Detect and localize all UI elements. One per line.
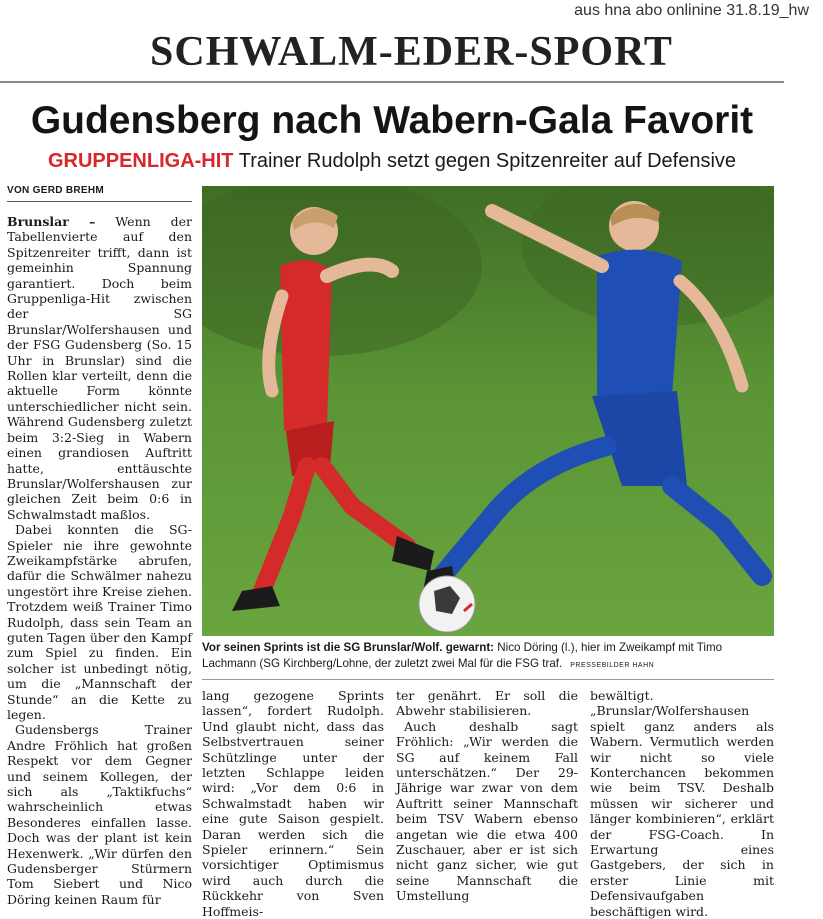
caption-lead: Vor seinen Sprints ist die SG Brunslar/Wolf. gewarnt: [202,641,495,654]
byline-divider [7,201,192,202]
article-column-3 [396,688,578,904]
paragraph: bewältigt. „Brunslar/Wolfershausen spielt ganz anders als Wabern. Vermutlich werden wir nicht so viele Konterchancen bekommen wie beim TSV. Deshalb müssen wir sicherer und länger kombinieren“, erklärt der FSG-Coach. In Erwartung eines Gastgebers, der sich in erster Linie mit Defensivaufgaben beschäftigen wird. [590,688,774,919]
paragraph [7,214,192,522]
paragraph: Gudensbergs Trainer Andre Fröhlich hat großen Respekt vor dem Gegner und seinem Kollegen, der sich als „Taktikfuchs“ wahrscheinlich etwas Besonderes einfallen lasse. Doch was der plant ist kein Hexenwerk. „Wir dürfen den Gudensberger Stürmern Tom Siebert und Nico Döring keinen Raum für [7,722,192,907]
paragraph: Dabei konnten die SG-Spieler nie ihre gewohnte Zweikampfstärke abrufen, dafür die Schwälmer nahezu ungestört ihre Kreise ziehen. Trotzdem weiß Trainer Timo Rudolph, dass sein Team an guten Tagen über den Kampf zum Spiel zu finden. Ein solcher ist unbedingt nötig, um die „Mannschaft der Stunde“ an die Kette zu legen. [7,522,192,722]
article-column-4 [590,688,774,919]
match-photo [202,186,774,636]
photo-caption [202,640,774,673]
football-scene-image [202,186,774,636]
caption-divider [202,679,774,680]
paragraph: lang gezogene Sprints lassen“, fordert Rudolph. Und glaubt nicht, dass das Selbstvertrauen seiner Schützlinge unter der letzten Schlappe leiden wird: „Vor dem 0:6 in Schwalmstadt haben wir eine gute Saison gespielt. Daran werden sich die Spieler erinnern.“ Sein vorsichtiger Optimismus wird auch durch die Rückkehr von Sven Hoffmeis- [202,688,384,919]
paragraph: Auch deshalb sagt Fröhlich: „Wir werden die SG auf keinem Fall unterschätzen.“ Der 29-Jährige war zwar von dem Auftritt seiner Mannschaft beim TSV Wabern ebenso angetan wie die etwa 400 Zuschauer, aber er ist sich nicht ganz sicher, wie gut seine Mannschaft die Umstellung [396,718,578,904]
section-divider [0,81,784,83]
caption-text: Nico Döring (l.), hier im Zweikampf mit Timo Lachmann (SG Kirchberg/Lohne, der zuletzt zwei Mal für die FSG traf. [202,641,723,670]
byline: VON GERD BREHM [7,185,104,196]
section-title: SCHWALM-EDER-SPORT [150,29,673,75]
article-column-1 [7,214,192,907]
kicker: GRUPPENLIGA-HIT [47,150,234,172]
photo-credit: PRESSEBILDER HAHN [570,661,655,669]
paragraph: ter genährt. Er soll die Abwehr stabilisieren. [396,688,578,719]
paragraph-text: Wenn der Tabellenvierte auf den Spitzenreiter trifft, dann ist gemeinhin Spannung garantiert. Doch beim Gruppenliga-Hit zwischen der SG Brunslar/Wolfershausen und der FSG Gudensberg (So. 15 Uhr in Brunslar) sind die Rollen klar verteilt, denn die aktuelle Form könnte unterschiedlicher nicht sein. Während Gudensberg zuletzt beim 3:2-Sieg in Wabern einen grandiosen Auftritt hatte, enttäuschte Brunslar/Wolfershausen zur gleichen Zeit beim 0:6 in Schwalmstadt maßlos. [7,214,192,522]
dateline: Brunslar – [7,214,96,229]
article-column-2 [202,688,384,919]
headline: Gudensberg nach Wabern-Gala Favorit [30,99,754,142]
subheadline-text: Trainer Rudolph setzt gegen Spitzenreiter auf Defensive [238,150,737,172]
source-note: aus hna abo onlinine 31.8.19_hw [574,2,809,19]
subheadline [0,150,784,173]
